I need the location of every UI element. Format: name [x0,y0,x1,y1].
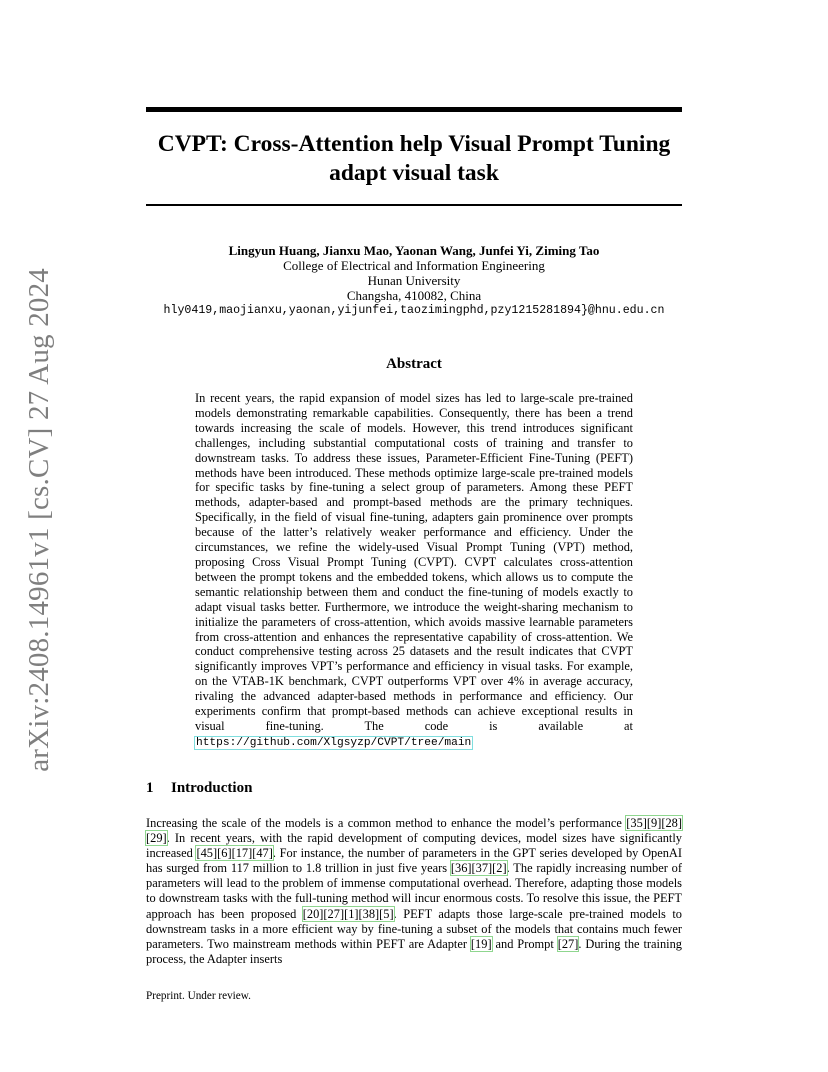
intro-text: . PEFT adapts those large-scale pre-trained models to downstream tasks in a more efficient way by fine-tuning a subset of the models that contains much fewer parameters. Two mainstream methods within PEFT are Adapter [146,906,682,951]
title-line-1: CVPT: Cross-Attention help Visual Prompt Tuning [157,131,671,157]
section-title: Introduction [171,780,253,796]
intro-text: . For instance, the number of parameters in the GPT series developed by OpenAI has surged from 117 million to 1.8 trillion in just five years [146,846,682,876]
page-footer: Preprint. Under review. [146,990,251,1002]
paper-title [146,130,682,188]
title-top-rule [146,107,682,112]
intro-text: . The rapidly increasing number of parameters will lead to the problem of immense computational overhead. Therefore, adapting those models to downstream tasks with the full-tuning method will incur enormous costs. To resolve this issue, the PEFT approach has been proposed [146,861,683,921]
citation-link[interactable]: [20][27][1][38][5] [302,906,394,921]
code-url-link[interactable]: https://github.com/Xlgsyzp/CVPT/tree/main [196,736,472,749]
title-bottom-rule [146,204,682,206]
introduction-heading [146,780,682,797]
arxiv-id-text: arXiv:2408.14961v1 [cs.CV] 27 Aug 2024 [22,268,55,772]
abstract-heading: Abstract [386,356,442,372]
author-names: Lingyun Huang, Jianxu Mao, Yaonan Wang, Junfei Yi, Ziming Tao [228,243,600,258]
section-number: 1 [146,780,154,796]
citation-link[interactable]: [19] [470,936,492,951]
arxiv-identifier-sidebar [19,268,59,772]
author-university: Hunan University [367,273,461,288]
author-location: Changsha, 410082, China [346,288,482,303]
author-block [100,243,728,318]
intro-text: . In recent years, with the rapid development of computing devices, model sizes have significantly increased [146,831,682,861]
intro-text: . During the training process, the Adapter inserts [146,936,683,966]
intro-text: Increasing the scale of the models is a common method to enhance the model’s performance [146,816,627,830]
citation-link[interactable]: [45][6][17][47] [196,846,273,861]
citation-link[interactable]: [27] [557,936,579,951]
abstract-text: In recent years, the rapid expansion of model sizes has led to large-scale pre-trained models demonstrating remarkable capabilities. Consequently, there has been a trend towards increasing the scale of models. However, this trend introduces significant challenges, including substantial computational costs of training and transfer to downstream tasks. To address these issues, Parameter-Efficient Fine-Tuning (PEFT) methods have been introduced. These methods optimize large-scale pre-trained models for specific tasks by fine-tuning a select group of parameters. Among these PEFT methods, adapter-based and prompt-based methods are the primary techniques. Specifically, in the field of visual fine-tuning, adapters gain prominence over prompts because of the latter’s relatively weaker performance and efficiency. Under the circumstances, we refine the widely-used Visual Prompt Tuning (VPT) method, proposing Cross Visual Prompt Tuning (CVPT). CVPT calculates cross-attention between the prompt tokens and the embedded tokens, which allows us to compute the semantic relationship between them and conduct the fine-tuning of models exactly to adapt visual tasks better. Furthermore, we introduce the weight-sharing mechanism to initialize the parameters of cross-attention, which avoids massive learnable parameters from cross-attention and enhances the representative capability of cross-attention. We conduct comprehensive testing across 25 datasets and the result indicates that CVPT significantly improves VPT’s performance and efficiency in visual tasks. For example, on the VTAB-1K benchmark, CVPT outperforms VPT over 4% in average accuracy, rivaling the advanced adapter-based methods in performance and efficiency. Our experiments confirm that prompt-based methods can achieve exceptional results in visual fine-tuning. The code is available at [195,391,633,733]
intro-text: and Prompt [491,936,558,951]
abstract-body [195,391,633,751]
author-emails: hly0419,maojianxu,yaonan,yijunfei,taozimingphd,pzy1215281894}@hnu.edu.cn [163,304,665,317]
title-line-2: adapt visual task [329,160,499,186]
author-department: College of Electrical and Information Engineering [283,258,545,273]
citation-link[interactable]: [36][37][2] [450,861,507,876]
introduction-paragraph [146,816,682,967]
citation-link[interactable]: [35][9][28][29] [146,816,682,846]
